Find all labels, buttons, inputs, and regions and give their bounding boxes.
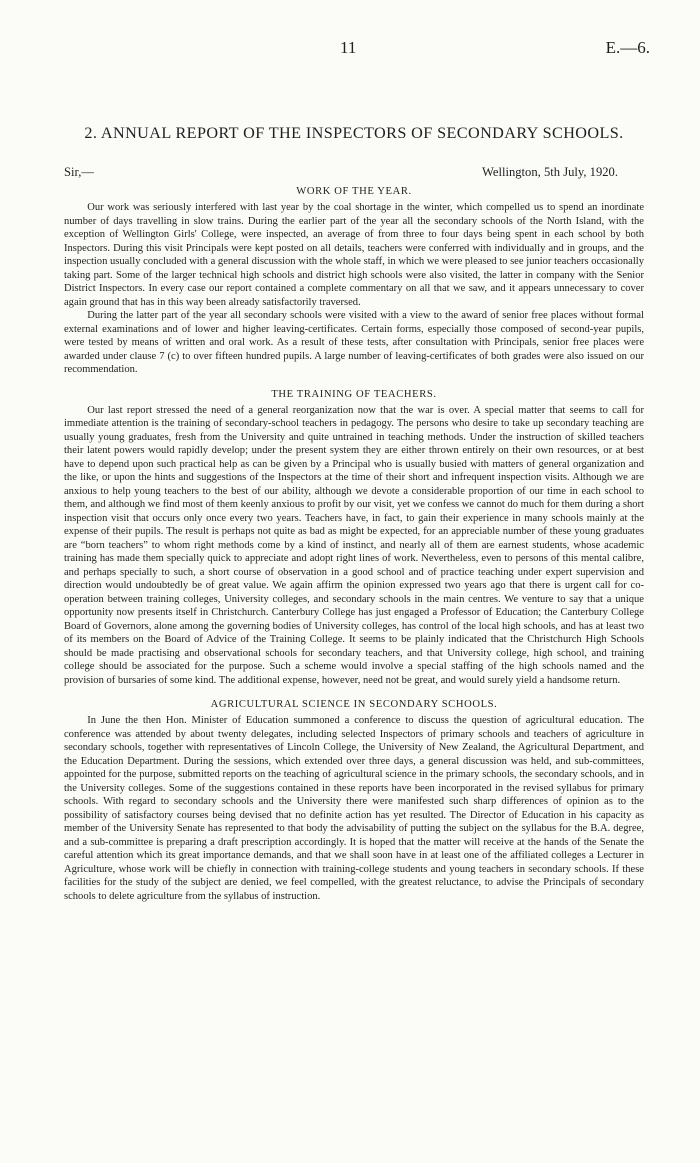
paragraph: In June the then Hon. Minister of Education summoned a conference to discuss the question of agricultural education. The conference was attended by about twenty delegates, including selected Inspectors of primary schools and teachers of agriculture in secondary schools, together with representatives of Lincoln College, the University of New Zealand, the Agricultural Department, and the Education Department. During the sessions, which extended over three days, a general discussion was held, and sub-committees, appointed for the purpose, submitted reports on the teaching of agricultural science in the primary schools, the secondary schools, and in the University colleges. Some of the suggestions contained in these reports have been incorporated in the revised syllabus for primary schools. With regard to secondary schools and the University there were manifested such sharp differences of opinion as to the possibility of satisfactory courses being devised that no definite action has yet resulted. The Director of Education in his capacity as member of the University Senate has represented to that body the advisability of putting the subject on the syllabus for the B.A. degree, and a sub-committee is preparing a draft prescription accordingly. It is hoped that the matter will receive at the hands of the Senate the careful attention which its great importance demands, and that we shall soon have in at least one of the affiliated colleges a Lecturer in Agriculture, whose work will be chiefly in connection with training-college students and young teachers in secondary schools. If these facilities for the study of the subject are denied, we feel compelled, with the greatest reluctance, to advise the Principals of secondary schools to delete agriculture from the syllabus of instruction.	[64, 715, 644, 902]
document-page	[64, 38, 650, 903]
paragraph: During the latter part of the year all secondary schools were visited with a view to the award of senior free places without formal external examinations and of lower and higher leaving-certificates. Certain forms, especially those composed of second-year pupils, were tested by means of written and oral work. As a result of these tests, after consultation with Principals, senior free places were awarded under clause 7 (c) to over fifteen hundred pupils. A large number of leaving-certificates of both grades were also issued on our recommendation.	[64, 310, 644, 375]
section-heading: WORK OF THE YEAR.	[296, 186, 412, 197]
page-number: 11	[340, 38, 357, 57]
salutation: Sir,—	[64, 165, 94, 179]
document-reference: E.—6.	[605, 38, 650, 57]
salutation-line	[64, 165, 644, 183]
dateline: Wellington, 5th July, 1920.	[482, 165, 618, 179]
report-title: 2. ANNUAL REPORT OF THE INSPECTORS OF SECONDARY SCHOOLS.	[84, 124, 624, 142]
section-work-of-the-year	[64, 186, 644, 377]
section-heading: AGRICULTURAL SCIENCE IN SECONDARY SCHOOLS.	[210, 699, 498, 710]
paragraph: Our last report stressed the need of a general reorganization now that the war is over. A special matter that seems to call for immediate attention is the training of secondary-school teachers in pedagogy. The persons who desire to take up secondary teaching are usually young graduates, fresh from the University and quite untrained in teaching methods. Under the instruction of skilled teachers their latent powers would rapidly develop; under the present system they are either thrown entirely on their own resources, or at best have to depend upon such practical help as can be given by a Principal who is usually busied with matters of general organization and the like, or upon the hints and suggestions of the Inspectors at the time of their short and infrequent inspection visits. Although we are anxious to help young teachers to the best of our ability, although we devote a considerable proportion of our time in each school to them, and although we find most of them keenly anxious to profit by our visit, yet we confess we cannot do much for them during a short inspection visit that occurs only once every two years. Teachers have, in fact, to gain their experience in many schools mainly at the expense of their pupils. The result is perhaps not quite as bad as might be expected, for an appreciable number of these young graduates are “born teachers” to whom right methods come by a kind of instinct, and nearly all of them are earnest students, whose academic training has made them specially quick to appreciate and adopt right lines of work. Nevertheless, even to persons of this mental calibre, and perhaps specially to such, a short course of observation in a good school and of practice teaching under expert supervision and direction would undoubtedly be of great value. We again affirm the opinion expressed two years ago that there is urgent call for co-operation between training colleges, University colleges, and secondary schools in the main centres. We venture to say that a unique opportunity now presents itself in Christchurch. Canterbury College has just engaged a Professor of Education; the Canterbury College Board of Governors, alone among the governing bodies of University colleges, has control of the local high schools, and has at least two of its members on the Board of Advice of the Training College. It seems to be plainly indicated that the Christchurch High Schools should be made practising and observational schools for secondary teachers, and that University college, high school, and training college should be associated for the purpose. Such a scheme would involve a special staffing of the high schools named and the provision of bursaries of some kind. The additional expense, however, need not be great, and would surely yield a handsome return.	[64, 404, 644, 686]
section-heading: THE TRAINING OF TEACHERS.	[271, 388, 437, 400]
section-agricultural-science	[64, 699, 644, 903]
section-training-of-teachers	[64, 389, 644, 688]
paragraph: Our work was seriously interfered with last year by the coal shortage in the winter, which compelled us to spend an inordinate number of days travelling in slow trains. During the earlier part of the year all the secondary schools of the North Island, with the exception of Wellington Girls' College, were inspected, an average of from three to four days being spent in each school by both Inspectors. During this visit Principals were kept posted on all details, teachers were conferred with individually and in groups, and the inspection usually concluded with a general discussion with the whole staff, in which we were pleased to see junior teachers occasionally taking part. Some of the larger technical high schools and district high schools were also visited, the latter in company with the Senior District Inspectors. In every case our report contained a complete commentary on all that we saw, and it appears unnecessary to cover again ground that has in this way been already satisfactorily traversed.	[64, 202, 644, 308]
running-head	[64, 38, 650, 64]
